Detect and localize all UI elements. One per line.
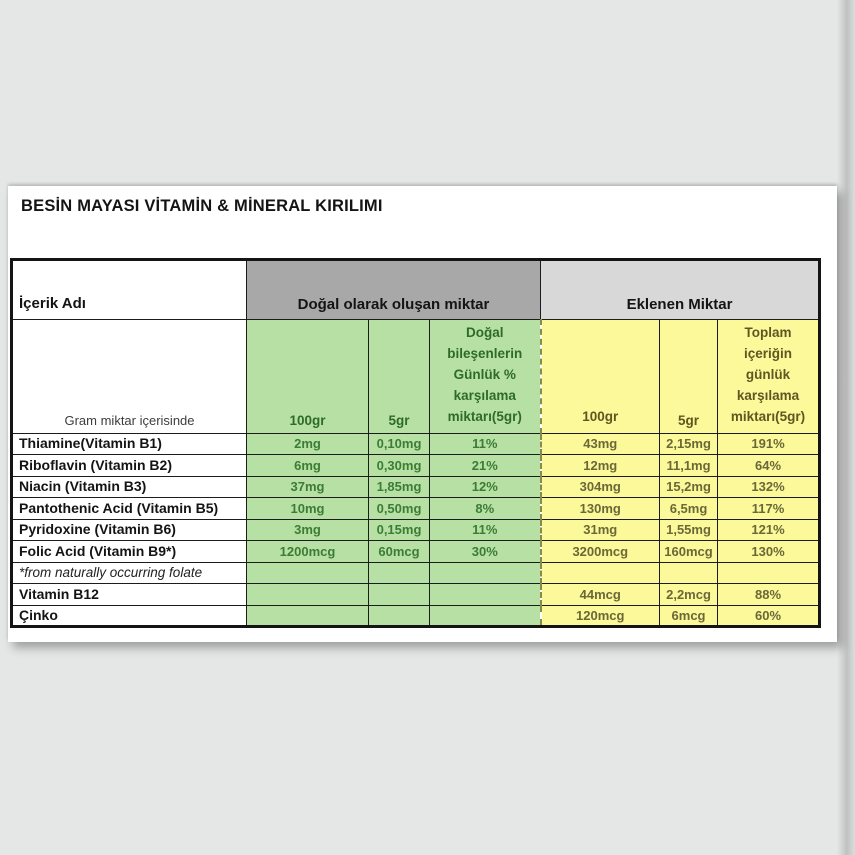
- natural-100gr-value: [247, 584, 369, 606]
- content-panel: [8, 186, 837, 642]
- table-row-niacin: [12, 476, 820, 498]
- ingredient-name: Thiamine(Vitamin B1): [12, 433, 247, 455]
- subheader-gram-amount-label: Gram miktar içerisinde: [12, 320, 247, 434]
- ingredient-name: Niacin (Vitamin B3): [12, 476, 247, 498]
- natural-daily-percent-value: [430, 584, 541, 606]
- natural-5gr-value: [369, 562, 430, 584]
- added-daily-percent-value: 88%: [718, 584, 820, 606]
- natural-5gr-value: 0,50mg: [369, 498, 430, 520]
- natural-5gr-value: 0,30mg: [369, 455, 430, 477]
- natural-100gr-value: 3mg: [247, 519, 369, 541]
- natural-5gr-value: 60mcg: [369, 541, 430, 563]
- natural-5gr-value: [369, 584, 430, 606]
- subheader-natural-5gr: 5gr: [369, 320, 430, 434]
- page-title: BESİN MAYASI VİTAMİN & MİNERAL KIRILIMI: [21, 197, 383, 215]
- subheader-added-daily-percent: Toplam içeriğin günlük karşılama miktarı(5gr): [718, 320, 820, 434]
- natural-daily-percent-value: 30%: [430, 541, 541, 563]
- added-daily-percent-value: 64%: [718, 455, 820, 477]
- natural-daily-percent-value: 21%: [430, 455, 541, 477]
- table-row-cinko: [12, 605, 820, 627]
- ingredient-name: Pyridoxine (Vitamin B6): [12, 519, 247, 541]
- ingredient-name: Çinko: [12, 605, 247, 627]
- nutrition-table: [10, 258, 821, 628]
- natural-100gr-value: [247, 605, 369, 627]
- table-row-vitamin-b12: [12, 584, 820, 606]
- ingredient-name: Riboflavin (Vitamin B2): [12, 455, 247, 477]
- natural-100gr-value: 37mg: [247, 476, 369, 498]
- group-header-natural-amount: Doğal olarak oluşan miktar: [247, 260, 541, 320]
- column-header-ingredient: İçerik Adı: [12, 260, 247, 320]
- subheader-row: [12, 320, 820, 434]
- table-row-pyridoxine: [12, 519, 820, 541]
- added-5gr-value: 2,2mcg: [660, 584, 718, 606]
- natural-daily-percent-value: 11%: [430, 433, 541, 455]
- subheader-added-100gr: 100gr: [541, 320, 660, 434]
- table-row-pantothenic-acid: [12, 498, 820, 520]
- added-5gr-value: 2,15mg: [660, 433, 718, 455]
- ingredient-name: Pantothenic Acid (Vitamin B5): [12, 498, 247, 520]
- added-5gr-value: 6mcg: [660, 605, 718, 627]
- natural-5gr-value: [369, 605, 430, 627]
- natural-100gr-value: 1200mcg: [247, 541, 369, 563]
- natural-5gr-value: 1,85mg: [369, 476, 430, 498]
- added-daily-percent-value: 60%: [718, 605, 820, 627]
- added-daily-percent-value: [718, 562, 820, 584]
- natural-daily-percent-value: 12%: [430, 476, 541, 498]
- subheader-natural-daily-percent: Doğal bileşenlerin Günlük % karşılama miktarı(5gr): [430, 320, 541, 434]
- table-row-folate-footnote: [12, 562, 820, 584]
- added-5gr-value: [660, 562, 718, 584]
- added-100gr-value: 130mg: [541, 498, 660, 520]
- added-daily-percent-value: 130%: [718, 541, 820, 563]
- added-100gr-value: 44mcg: [541, 584, 660, 606]
- natural-daily-percent-value: [430, 562, 541, 584]
- added-daily-percent-value: 132%: [718, 476, 820, 498]
- subheader-added-5gr: 5gr: [660, 320, 718, 434]
- added-100gr-value: 31mg: [541, 519, 660, 541]
- natural-5gr-value: 0,15mg: [369, 519, 430, 541]
- page-edge-shadow: [837, 0, 855, 855]
- added-daily-percent-value: 121%: [718, 519, 820, 541]
- added-5gr-value: 1,55mg: [660, 519, 718, 541]
- footnote-text: *from naturally occurring folate: [12, 562, 247, 584]
- added-5gr-value: 11,1mg: [660, 455, 718, 477]
- natural-5gr-value: 0,10mg: [369, 433, 430, 455]
- natural-100gr-value: 10mg: [247, 498, 369, 520]
- table-row-folic-acid: [12, 541, 820, 563]
- added-100gr-value: 120mcg: [541, 605, 660, 627]
- added-5gr-value: 6,5mg: [660, 498, 718, 520]
- added-100gr-value: 12mg: [541, 455, 660, 477]
- natural-daily-percent-value: 8%: [430, 498, 541, 520]
- natural-100gr-value: 6mg: [247, 455, 369, 477]
- added-100gr-value: [541, 562, 660, 584]
- added-100gr-value: 43mg: [541, 433, 660, 455]
- natural-100gr-value: [247, 562, 369, 584]
- added-daily-percent-value: 191%: [718, 433, 820, 455]
- ingredient-name: Folic Acid (Vitamin B9*): [12, 541, 247, 563]
- group-header-added-amount: Eklenen Miktar: [541, 260, 820, 320]
- table-row-thiamine: [12, 433, 820, 455]
- group-header-row: [12, 260, 820, 320]
- added-5gr-value: 160mcg: [660, 541, 718, 563]
- added-5gr-value: 15,2mg: [660, 476, 718, 498]
- added-100gr-value: 3200mcg: [541, 541, 660, 563]
- natural-daily-percent-value: [430, 605, 541, 627]
- table-row-riboflavin: [12, 455, 820, 477]
- subheader-natural-100gr: 100gr: [247, 320, 369, 434]
- added-daily-percent-value: 117%: [718, 498, 820, 520]
- ingredient-name: Vitamin B12: [12, 584, 247, 606]
- added-100gr-value: 304mg: [541, 476, 660, 498]
- natural-100gr-value: 2mg: [247, 433, 369, 455]
- natural-daily-percent-value: 11%: [430, 519, 541, 541]
